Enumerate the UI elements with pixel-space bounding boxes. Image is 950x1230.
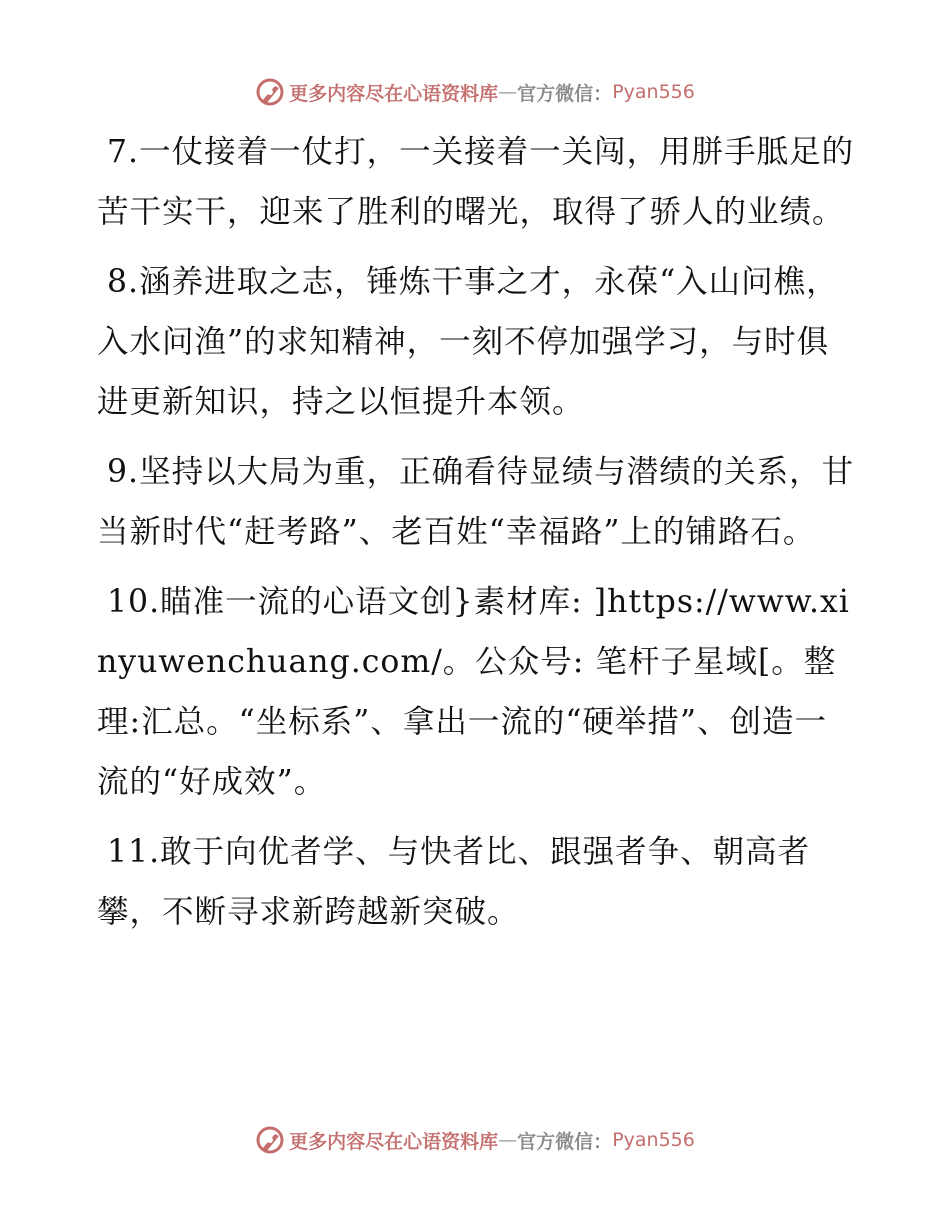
item-text: 坚持以大局为重，正确看待显绩与潜绩的关系，甘当新时代“赶考路”、老百姓“幸福路”上的铺路石。: [97, 454, 855, 550]
item-number: 9.: [107, 454, 140, 490]
header-watermark: [0, 72, 950, 112]
watermark-dash: —: [498, 1129, 518, 1151]
footer-watermark: [0, 1120, 950, 1160]
item-text: 一仗接着一仗打，一关接着一关闯，用胼手胝足的苦干实干，迎来了胜利的曙光，取得了骄人的业绩。: [97, 134, 855, 230]
list-item: [97, 252, 857, 432]
watermark-wechat-label: 官方微信：: [517, 1130, 613, 1153]
item-text: 瞄准一流的心语文创}素材库: ]https://www.xinyuwenchuang.com/。公众号: 笔杆子星域[。整理:汇总。“坐标系”、拿出一流的“硬举措”、创造一流的“好成效”。: [97, 584, 850, 800]
item-text: 敢于向优者学、与快者比、跟强者争、朝高者攀，不断寻求新跨越新突破。: [97, 834, 811, 930]
watermark-dash: —: [498, 81, 518, 103]
document-body: [97, 122, 857, 952]
list-item: [97, 122, 857, 242]
watermark-lead-text: 更多内容尽在心语资料库: [289, 82, 499, 105]
list-item: [97, 442, 857, 562]
item-text: 涵养进取之志，锤炼干事之才，永葆“入山问樵，入水问渔”的求知精神，一刻不停加强学习，与时俱进更新知识，持之以恒提升本领。: [97, 264, 839, 420]
item-number: 11.: [107, 834, 161, 870]
watermark-wechat-id: Pyan556: [612, 1129, 695, 1151]
item-number: 7.: [107, 134, 140, 170]
item-number: 8.: [107, 264, 140, 300]
pen-logo-icon: [255, 1125, 285, 1155]
list-item: [97, 822, 857, 942]
list-item: [97, 572, 857, 812]
watermark-lead-text: 更多内容尽在心语资料库: [289, 1130, 499, 1153]
item-number: 10.: [107, 584, 161, 620]
watermark-wechat-id: Pyan556: [612, 81, 695, 103]
watermark-wechat-label: 官方微信：: [517, 82, 613, 105]
pen-logo-icon: [255, 77, 285, 107]
